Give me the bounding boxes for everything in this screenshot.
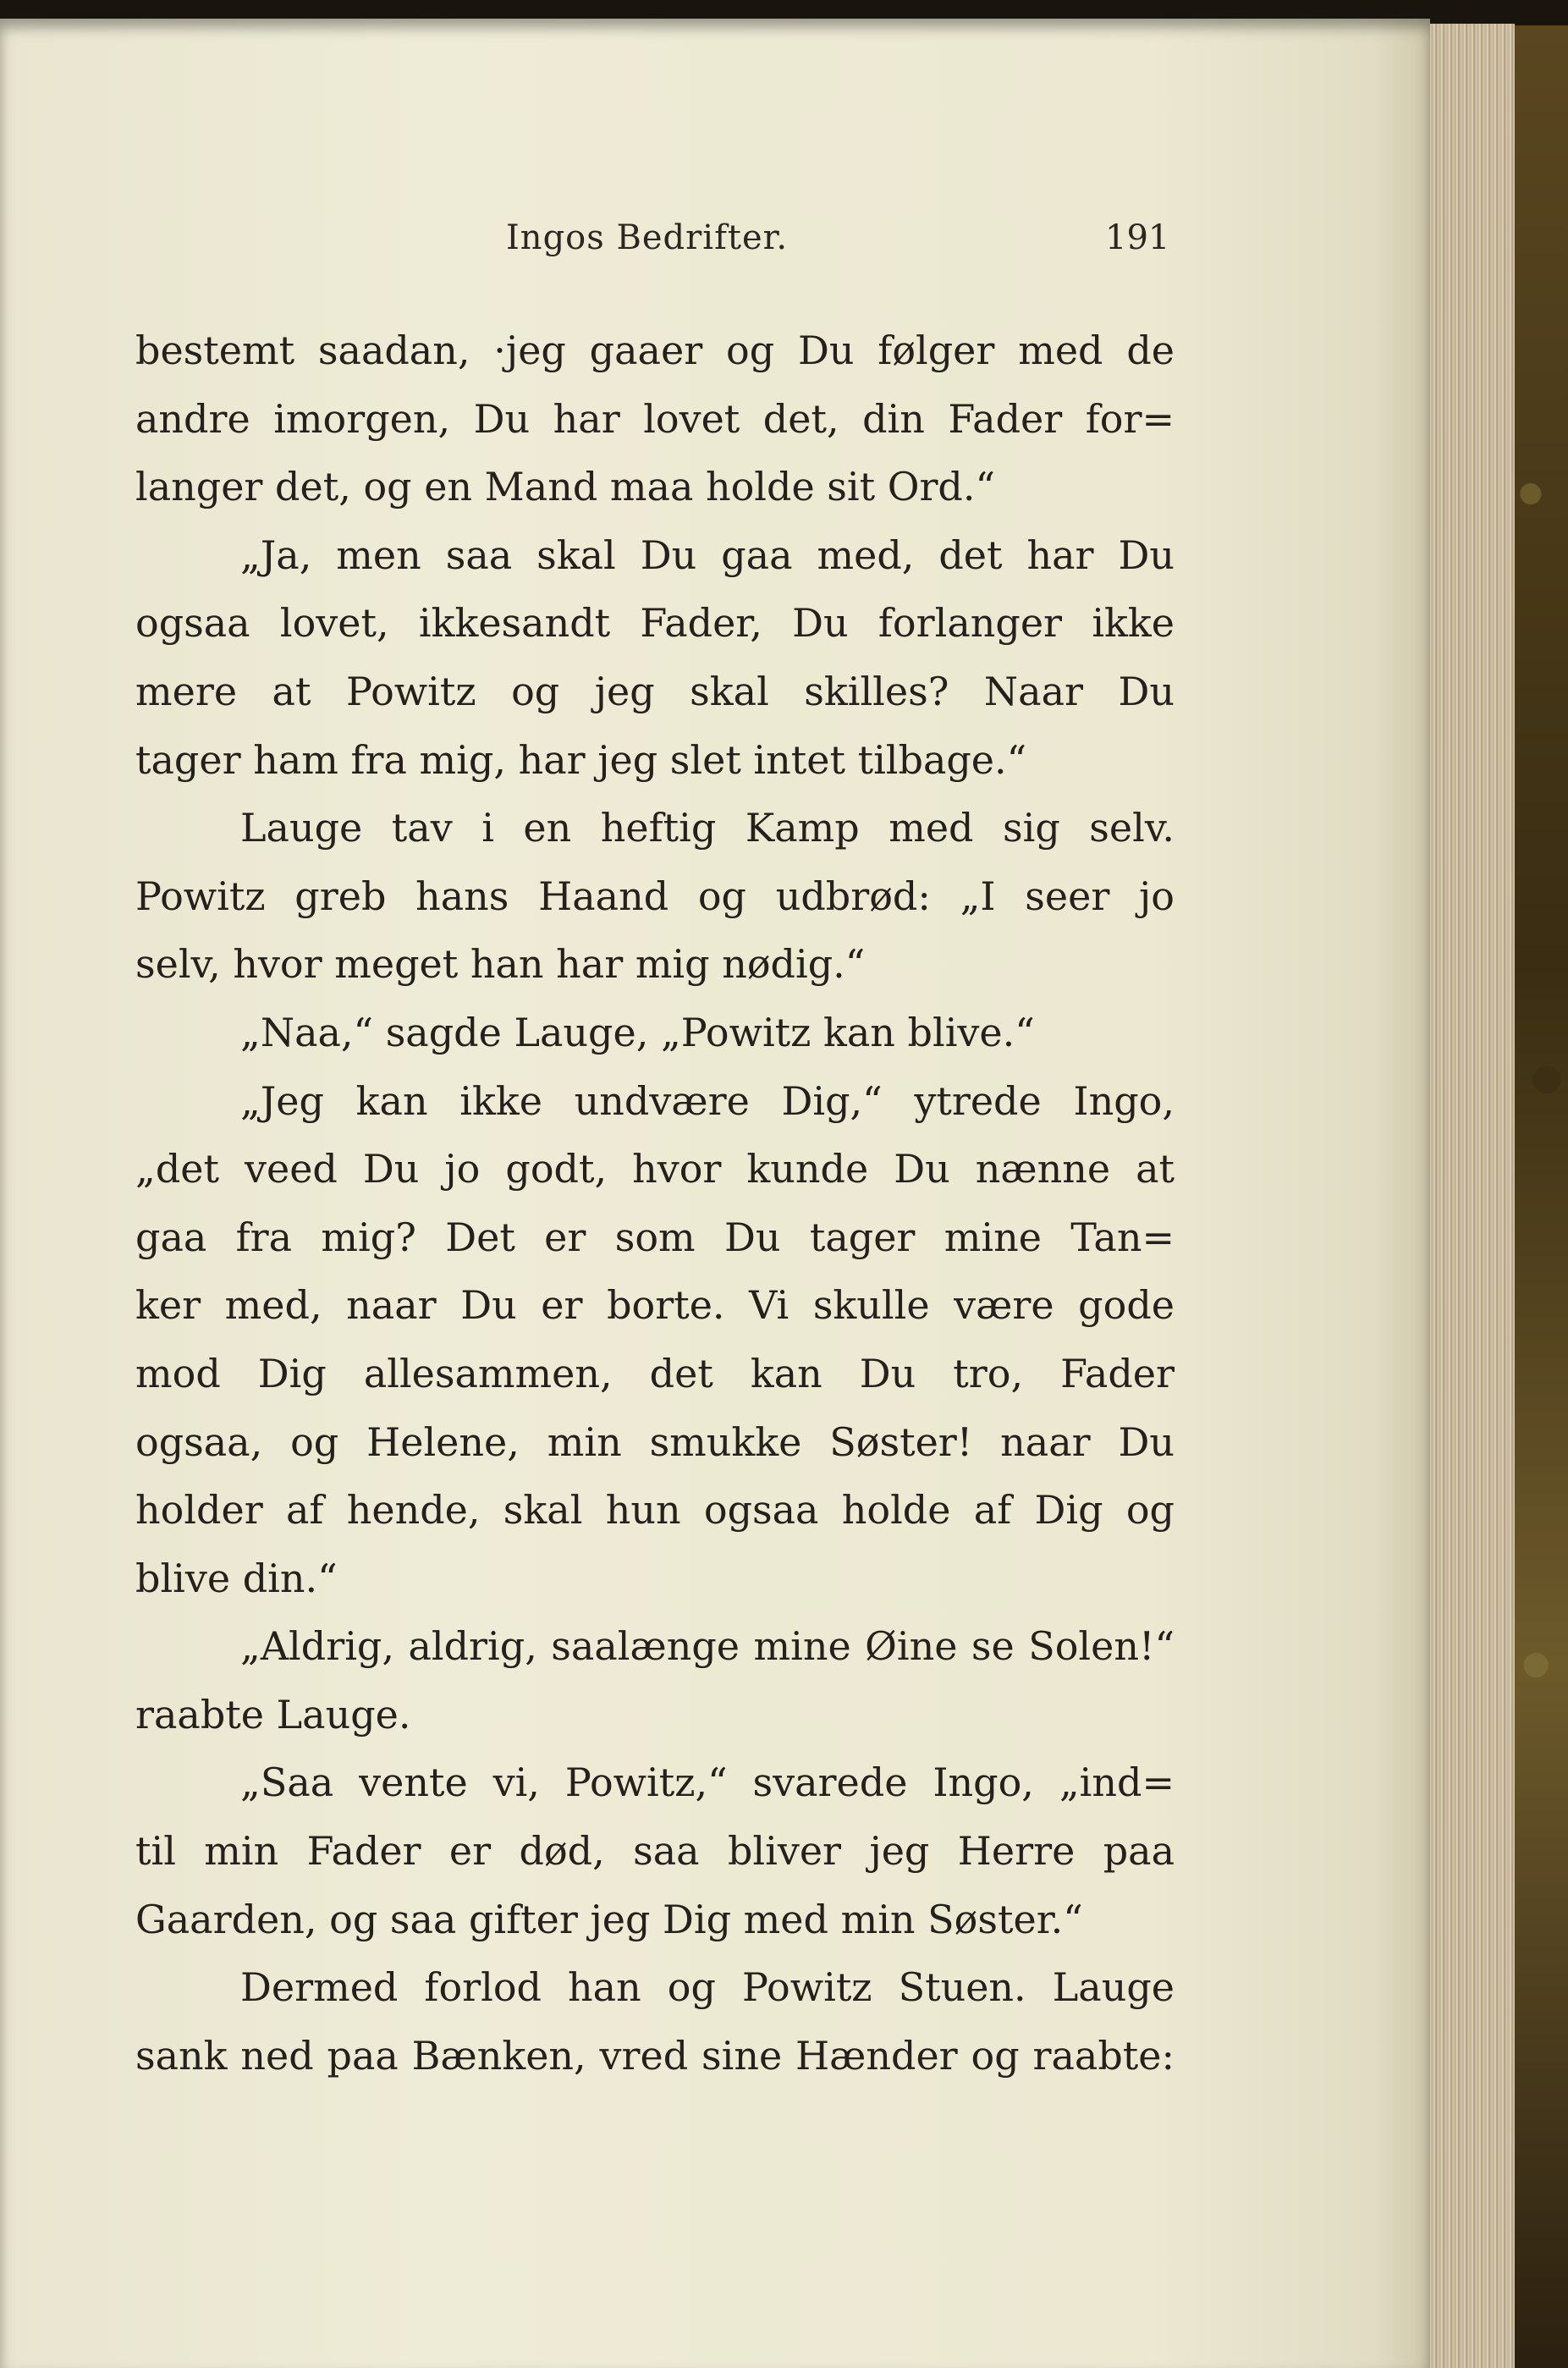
- text-line: ogsaa, og Helene, min smukke Søster! naar Du: [135, 1418, 1175, 1465]
- text-line: ogsaa lovet, ikkesandt Fader, Du forlanger ikke: [135, 600, 1175, 647]
- body-text: [135, 317, 1175, 2090]
- text-line: mere at Powitz og jeg skal skilles? Naar Du: [135, 668, 1175, 714]
- running-title: Ingos Bedrifter.: [506, 218, 789, 257]
- text-line: sank ned paa Bænken, vred sine Hænder og raabte:: [135, 2032, 1175, 2079]
- page-header: [0, 218, 1430, 269]
- text-line: mod Dig allesammen, det kan Du tro, Fader: [135, 1350, 1175, 1396]
- text-line: raabte Lauge.: [135, 1691, 411, 1737]
- text-line: „det veed Du jo godt, hvor kunde Du nænne at: [135, 1146, 1175, 1192]
- text-line: andre imorgen, Du har lovet det, din Fader for=: [135, 395, 1175, 442]
- text-line: holder af hende, skal hun ogsaa holde af Dig og: [135, 1487, 1175, 1534]
- page-number: 191: [1105, 218, 1170, 257]
- text-line: „Aldrig, aldrig, saalænge mine Øine se Solen!“: [240, 1623, 1175, 1670]
- text-line: Powitz greb hans Haand og udbrød: „I seer jo: [135, 873, 1175, 919]
- marbled-cover: [1515, 25, 1568, 2368]
- book-page: [0, 19, 1430, 2368]
- text-line: ker med, naar Du er borte. Vi skulle være gode: [135, 1282, 1175, 1329]
- text-line: „Saa vente vi, Powitz,“ svarede Ingo, „ind=: [240, 1759, 1175, 1806]
- text-line: til min Fader er død, saa bliver jeg Herre paa: [135, 1828, 1175, 1875]
- text-line: „Ja, men saa skal Du gaa med, det har Du: [240, 531, 1175, 578]
- text-line: Dermed forlod han og Powitz Stuen. Lauge: [240, 1964, 1175, 2011]
- text-line: selv, hvor meget han har mig nødig.“: [135, 941, 866, 988]
- text-line: „Naa,“ sagde Lauge, „Powitz kan blive.“: [240, 1009, 1035, 1055]
- text-line: „Jeg kan ikke undvære Dig,“ ytrede Ingo,: [240, 1077, 1175, 1124]
- page-edges: [1430, 24, 1515, 2368]
- text-line: bestemt saadan, ·jeg gaaer og Du følger med de: [135, 328, 1175, 373]
- text-line: Gaarden, og saa gifter jeg Dig med min Søster.“: [135, 1896, 1083, 1942]
- text-line: Lauge tav i en heftig Kamp med sig selv.: [240, 805, 1175, 851]
- text-line: blive din.“: [135, 1555, 338, 1601]
- text-line: tager ham fra mig, har jeg slet intet tilbage.“: [135, 736, 1027, 783]
- text-line: gaa fra mig? Det er som Du tager mine Tan=: [135, 1214, 1175, 1260]
- text-line: langer det, og en Mand maa holde sit Ord.“: [135, 464, 996, 510]
